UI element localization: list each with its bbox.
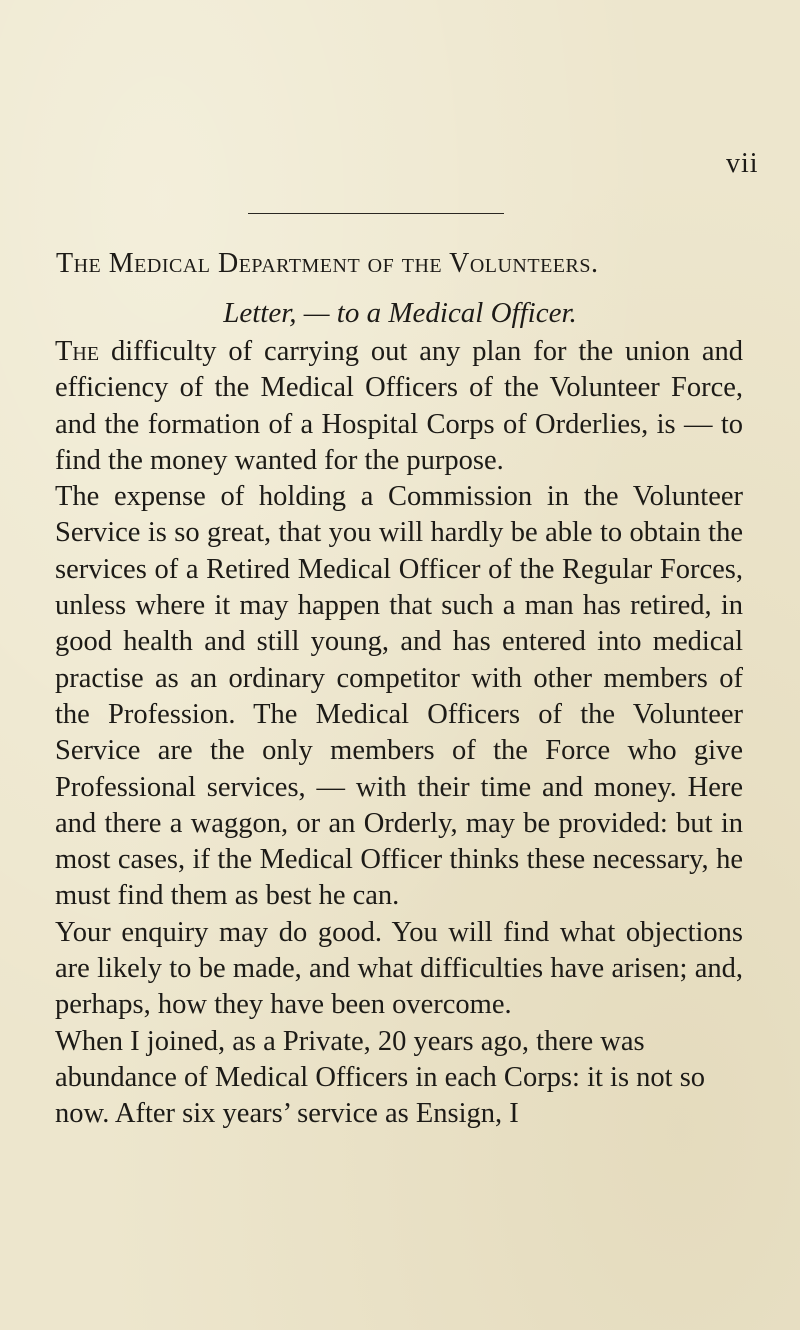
page-number: vii: [726, 148, 759, 179]
paragraph-lead: The: [55, 336, 100, 367]
header-rule: [248, 213, 504, 214]
section-heading: The Medical Department of the Volunteers.: [56, 248, 599, 279]
paragraph-text: Your enquiry may do good. You will find what objections are likely to be made, and what difficulties have arisen; and, perhaps, how they have been overcome.: [55, 916, 743, 1021]
paragraph: [55, 479, 743, 915]
body-text: [55, 334, 743, 1133]
paragraph-text: difficulty of carrying out any plan for the union and efficiency of the Medical Officers of the Volunteer Force, and the formation of a Hospital Corps of Orderlies, is — to find the money wanted for the purpose.: [55, 336, 743, 476]
paragraph-text: The expense of holding a Commission in the Volunteer Service is so great, that you will hardly be able to obtain the services of a Retired Medical Officer of the Regular Forces, unless where it may happen that such a man has retired, in good health and still young, and has entered into medical practise as an ordinary competitor with other members of the Profession. The Medical Officers of the Volunteer Service are the only members of the Force who give Professional services, — with their time and money. Here and there a waggon, or an Orderly, may be provided: but in most cases, if the Medical Officer thinks these necessary, he must find them as best he can.: [55, 481, 743, 912]
paragraph: [55, 1024, 743, 1133]
paragraph: [55, 334, 743, 479]
letter-subheading: Letter, — to a Medical Officer.: [223, 297, 577, 329]
paragraph: [55, 915, 743, 1024]
paragraph-text: When I joined, as a Private, 20 years ago, there was abundance of Medical Officers in each Corps: it is not so now. After six years’ service as Ensign, I: [55, 1025, 706, 1130]
